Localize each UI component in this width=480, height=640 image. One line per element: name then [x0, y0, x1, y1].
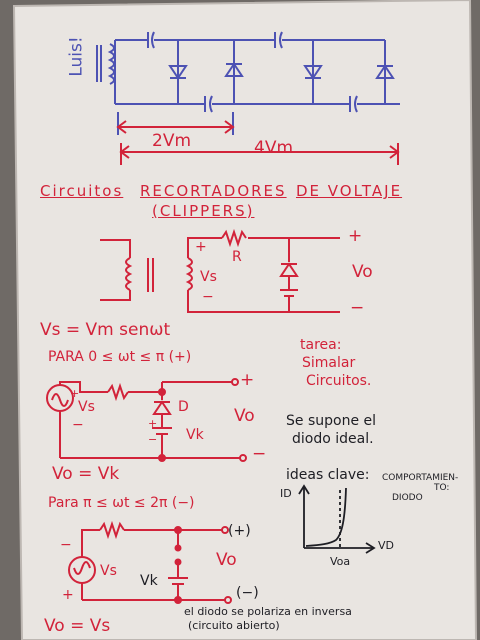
neg-out-plus: (+)	[228, 523, 251, 539]
ideas-comp2: TO:	[434, 483, 450, 493]
para-positive: PARA 0 ≤ ωt ≤ π (+)	[48, 349, 192, 365]
supone-line2: diodo ideal.	[292, 431, 374, 447]
tarea-line3: Circuitos.	[306, 373, 372, 389]
supone-line1: Se supone el	[286, 413, 377, 429]
neg-minus-top: −	[60, 537, 72, 553]
dim-long-label: 4Vm	[254, 138, 294, 158]
vo-eq-vk: Vo = Vk	[52, 464, 120, 484]
source-label: Luis!	[66, 36, 87, 77]
title-word-recortadores: RECORTADORES	[140, 182, 287, 200]
tarea-line1: tarea:	[300, 337, 342, 353]
vo-eq-vs: Vo = Vs	[44, 616, 111, 636]
graph-vd-axis: VD	[378, 539, 394, 552]
dim-short-label: 2Vm	[152, 131, 192, 151]
open-diode-node-icon	[176, 546, 181, 551]
pos-out-minus: −	[252, 444, 267, 464]
clipper-plus-top: +	[195, 239, 207, 255]
neg-out-minus: (−)	[236, 585, 259, 601]
pos-vo-label: Vo	[234, 406, 255, 426]
ideas-comp3: DIODO	[392, 493, 423, 503]
title-clippers: (CLIPPERS)	[152, 202, 255, 220]
pos-batt-minus: −	[148, 433, 158, 446]
neg-vs-label: Vs	[100, 563, 117, 579]
pos-vk-label: Vk	[186, 427, 204, 443]
pos-src-plus: +	[70, 387, 80, 400]
neg-vk-label: Vk	[140, 573, 158, 589]
ideas-comp1: COMPORTAMIEN-	[382, 473, 459, 483]
ideas-title: ideas clave:	[286, 467, 370, 483]
neg-vo-label: Vo	[216, 550, 237, 570]
title-word-circuitos: Circuitos	[40, 182, 124, 200]
graph-voa-label: Voa	[330, 555, 351, 568]
title-word-voltaje: DE VOLTAJE	[296, 182, 403, 200]
clipper-vo-label: Vo	[352, 262, 373, 282]
tarea-line2: Simalar	[302, 355, 356, 371]
clipper-out-plus: +	[348, 226, 363, 246]
neg-plus-bottom: +	[62, 587, 74, 603]
clipper-out-minus: −	[350, 298, 365, 318]
pos-diode-d: D	[178, 399, 189, 415]
pos-src-minus: −	[72, 417, 84, 433]
graph-id-axis: ID	[280, 487, 292, 500]
clipper-r-label: R	[232, 249, 242, 265]
pos-out-plus: +	[240, 370, 255, 390]
para-negative: Para π ≤ ωt ≤ 2π (−)	[48, 495, 195, 511]
pos-vs-label: Vs	[78, 399, 95, 415]
clipper-vs-label: Vs	[200, 269, 217, 285]
open-circuit-line2: (circuito abierto)	[188, 619, 280, 632]
open-circuit-line1: el diodo se polariza en inversa	[184, 605, 352, 618]
vs-equation: Vs = Vm senωt	[40, 320, 171, 340]
clipper-minus-left: −	[202, 289, 214, 305]
pos-batt-plus: +	[148, 417, 158, 430]
